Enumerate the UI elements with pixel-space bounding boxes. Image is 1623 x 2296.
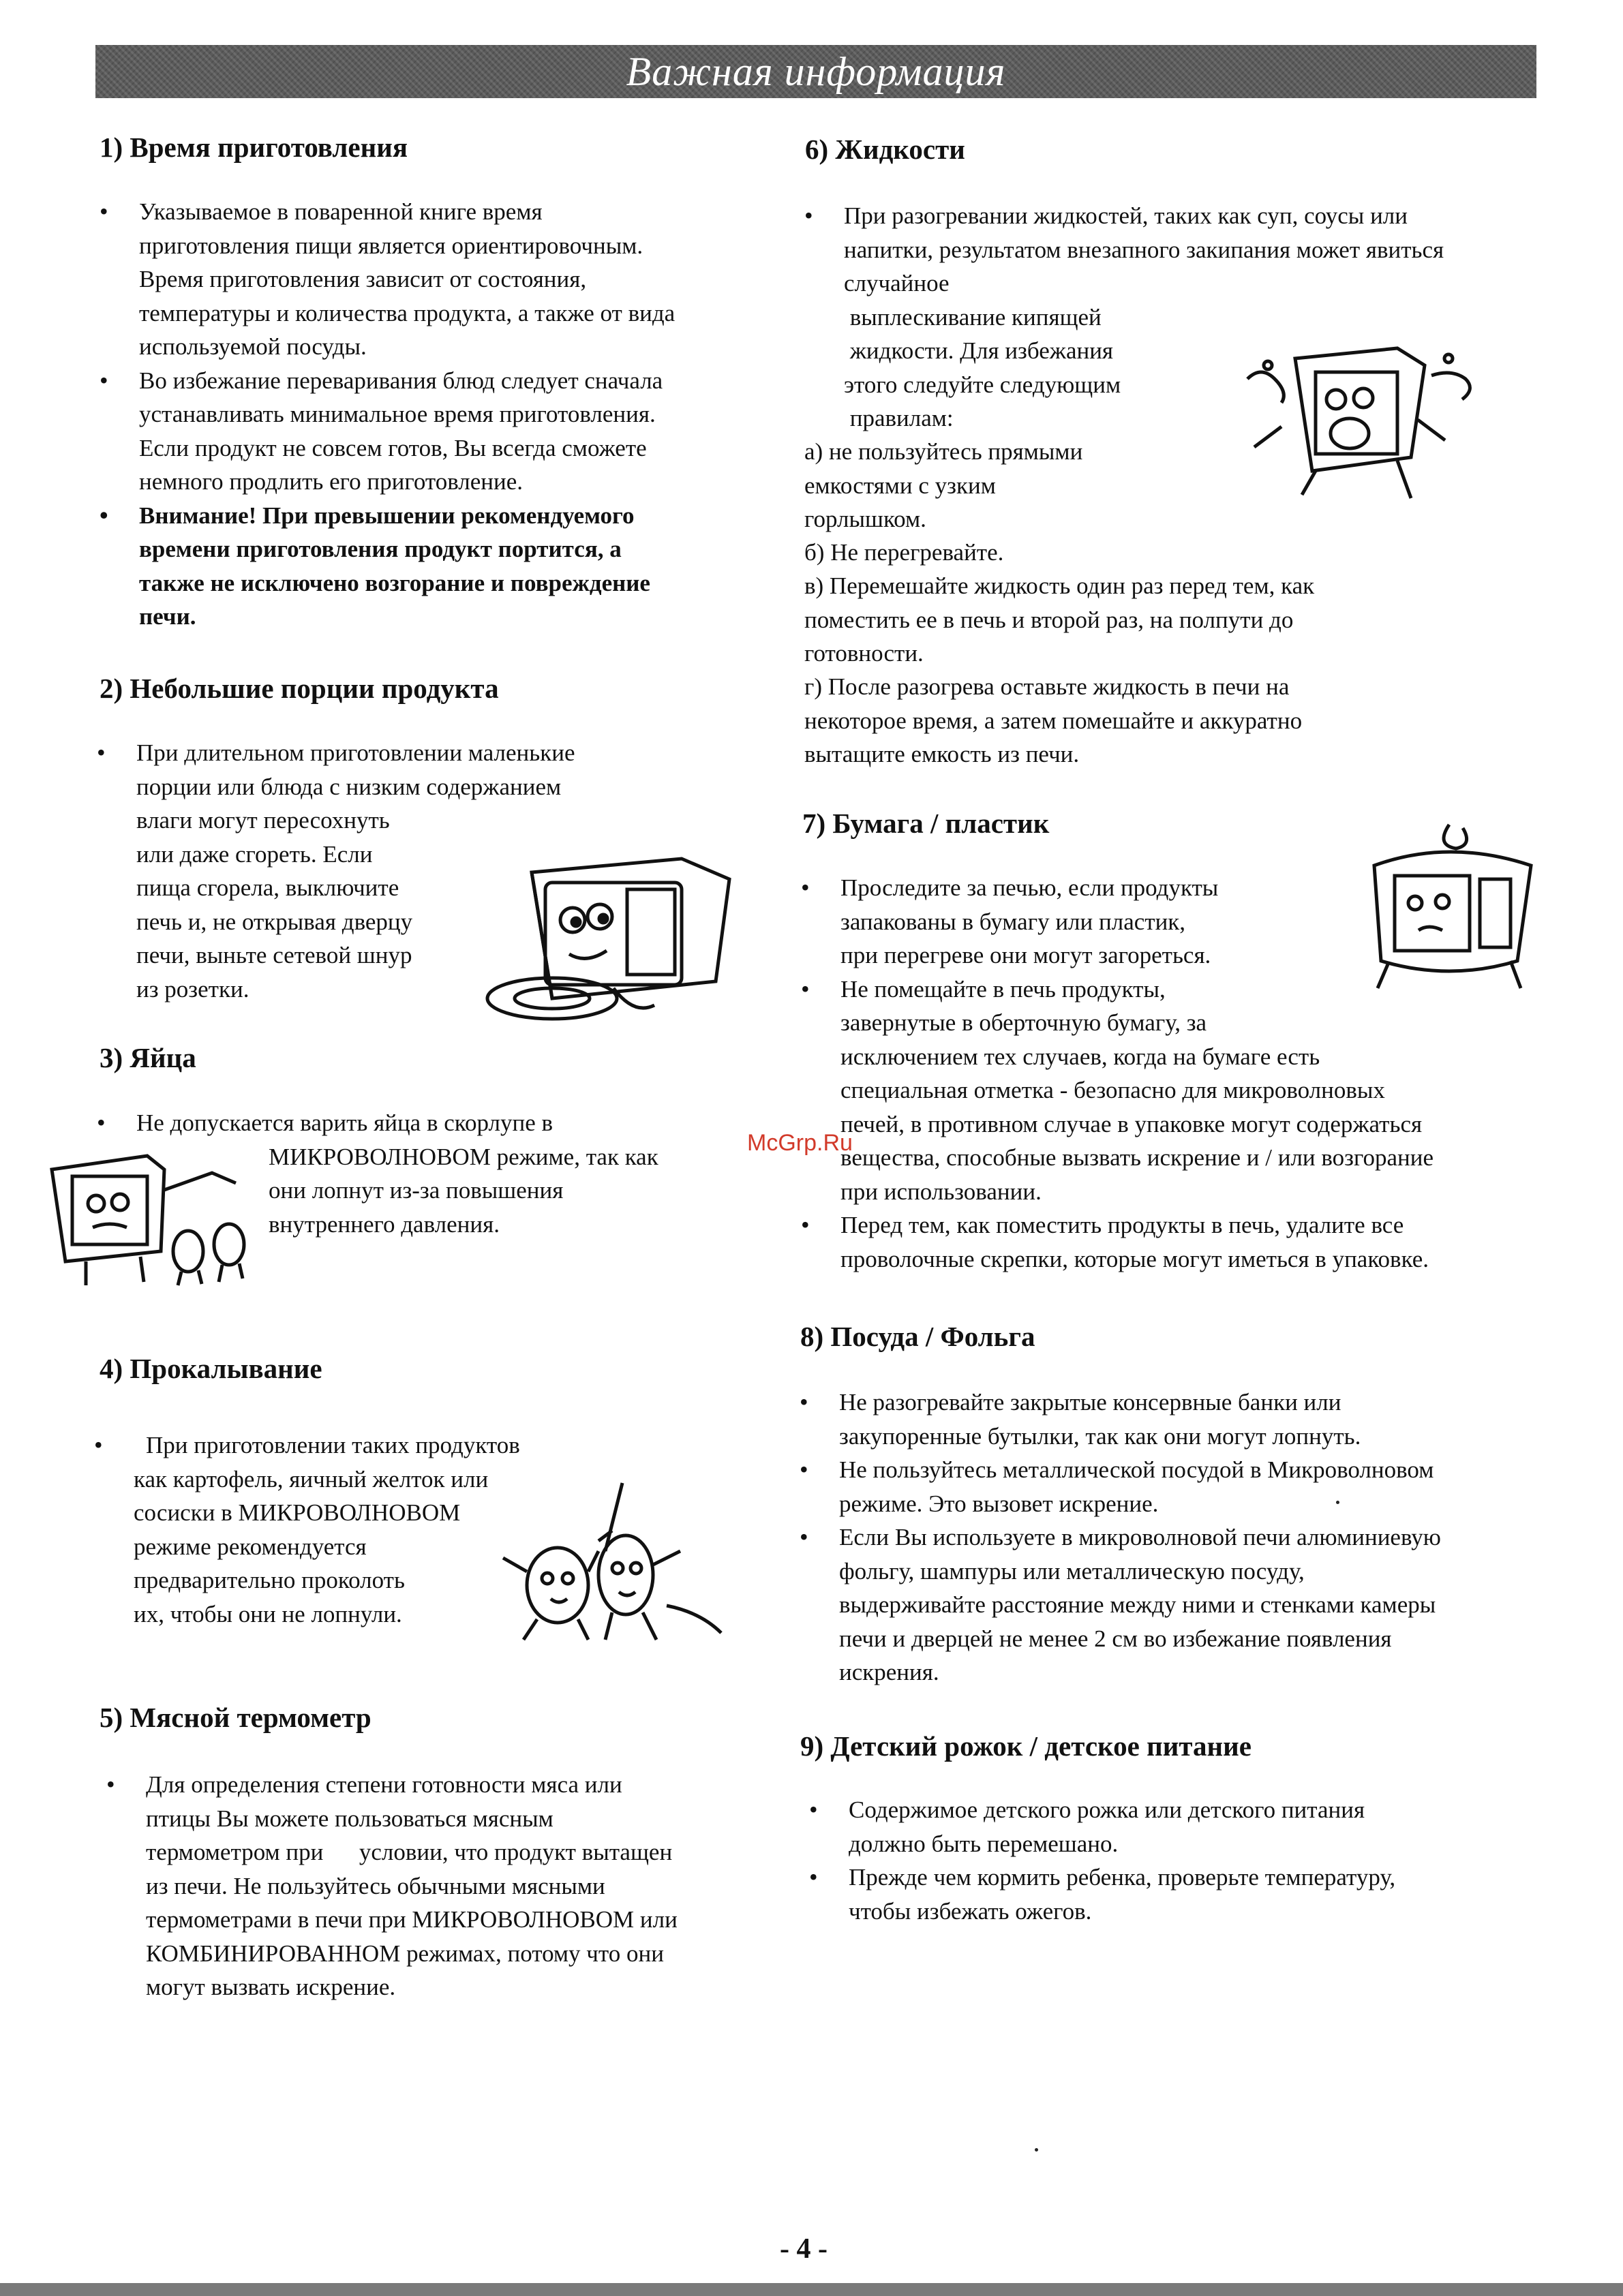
section-cooking-time bbox=[100, 134, 408, 162]
list-item: • Не помещайте в печь продукты, завернутые в оберточную бумагу, за исключением тех случаев, когда на бумаге есть специальная отметка - безопасно для микроволновых печей, в противном случае в упаковке могут содержаться вещества, способные вызвать искрение и / или возгорание при использовании. bbox=[840, 973, 1434, 1209]
cookware-foil-list bbox=[839, 1386, 1441, 1689]
list-item: • При длительном приготовлении маленькие порции или блюда с низким содержанием влаги могут пересохнуть или даже сгореть. Если пища сгорела, выключите печь и, не открывая дверцу печи, выньте сетевой шнур из розетки. bbox=[136, 736, 575, 1006]
microwave-eggs-illustration bbox=[45, 1142, 263, 1292]
list-item: • Не разогревайте закрытые консервные банки или закупоренные бутылки, так как они могут лопнуть. bbox=[839, 1386, 1441, 1453]
meat-thermometer-list bbox=[146, 1768, 678, 2004]
list-item: • Во избежание переваривания блюд следует сначала устанавливать минимальное время приготовления. Если продукт не совсем готов, Вы всегда сможете немного продлить его приготовление. bbox=[139, 364, 675, 499]
boiling-microwave-illustration bbox=[1241, 338, 1479, 508]
list-item: • Указываемое в поваренной книге время приготовления пищи является ориентировочным. Время приготовления зависит от состояния, температуры и количества продукта, а также от вида используемой посуды. bbox=[139, 195, 675, 364]
section-title: 5) Мясной термометр bbox=[100, 1702, 371, 1733]
section-baby-food bbox=[800, 1732, 1252, 1760]
scan-speck bbox=[1035, 2148, 1038, 2152]
watermark: McGrp.Ru bbox=[747, 1130, 853, 1156]
baby-food-list bbox=[849, 1793, 1395, 1928]
list-item: • Для определения степени готовности мяса или птицы Вы можете пользоваться мясным термометром при условии, что продукт вытащен из печи. Не пользуйтесь обычными мясными термометрами в печи при МИКРОВОЛНОВОМ или КОМБИНИРОВАННОМ режимах, потому что они могут вызвать искрение. bbox=[146, 1768, 678, 2004]
header-banner bbox=[95, 45, 1536, 98]
piercing-list bbox=[134, 1428, 520, 1631]
section-piercing bbox=[100, 1355, 322, 1383]
paper-plastic-list bbox=[840, 871, 1434, 1276]
liquids-rule-b: б) Не перегревайте. bbox=[804, 539, 1004, 566]
cooking-time-list bbox=[139, 195, 675, 634]
liquids-rule-c: в) Перемешайте жидкость один раз перед тем, как поместить ее в печь и второй раз, на полпути до готовности. bbox=[804, 572, 1315, 667]
section-title: 2) Небольшие порции продукта bbox=[100, 673, 499, 704]
list-item: • При приготовлении таких продуктов как картофель, яичный желток или сосиски в МИКРОВОЛНОВОМ режиме рекомендуется предварительно проколоть их, чтобы они не лопнули. bbox=[134, 1428, 520, 1631]
section-paper-plastic bbox=[802, 810, 1049, 838]
liquids-rule-a: а) не пользуйтесь прямыми емкостями с узким горлышком. bbox=[804, 438, 1083, 532]
section-meat-thermometer bbox=[100, 1704, 371, 1732]
section-title: 3) Яйца bbox=[100, 1042, 196, 1073]
list-item: • Если Вы используете в микроволновой печи алюминиевую фольгу, шампуры или металлическую посуду, выдерживайте расстояние между ними и стенками камеры печи и дверцей не менее 2 см во избежание появления искрения. bbox=[839, 1520, 1441, 1689]
section-liquids bbox=[805, 136, 965, 164]
list-item: • Содержимое детского рожка или детского питания должно быть перемешано. bbox=[849, 1793, 1395, 1861]
section-small-portions bbox=[100, 675, 499, 703]
piercing-illustration bbox=[496, 1476, 728, 1647]
list-item: • Перед тем, как поместить продукты в печь, удалите все проволочные скрепки, которые могут иметься в упаковке. bbox=[840, 1208, 1434, 1276]
list-item: • Не пользуйтесь металлической посудой в Микроволновом режиме. Это вызовет искрение. bbox=[839, 1453, 1441, 1520]
list-item: • При разогревании жидкостей, таких как суп, соусы или напитки, результатом внезапного закипания может явиться случайное выплескивание кипящей жидкости. Для избежания этого следуйте следующим правилам: bbox=[844, 199, 1444, 435]
warning-item: • Внимание! При превышении рекомендуемого времени приготовления продукт портится, а также не исключено возгорание и повреждение печи. bbox=[139, 499, 675, 634]
list-item: • Не допускается варить яйца в скорлупе в МИКРОВОЛНОВОМ режиме, так как они лопнут из-за повышения внутреннего давления. bbox=[136, 1106, 658, 1241]
section-cookware-foil bbox=[800, 1323, 1035, 1351]
section-eggs bbox=[100, 1044, 196, 1072]
liquids-rule-d: г) После разогрева оставьте жидкость в печи на некоторое время, а затем помешайте и аккуратно вытащите емкость из печи. bbox=[804, 673, 1303, 767]
section-title: 9) Детский рожок / детское питание bbox=[800, 1730, 1252, 1762]
microwave-plate-illustration bbox=[477, 845, 736, 1036]
section-title: 4) Прокалывание bbox=[100, 1353, 322, 1384]
section-title: 6) Жидкости bbox=[805, 134, 965, 165]
scan-speck bbox=[1336, 1501, 1339, 1504]
list-item: • Прежде чем кормить ребенка, проверьте температуру, чтобы избежать ожегов. bbox=[849, 1861, 1395, 1928]
section-title: 8) Посуда / Фольга bbox=[800, 1321, 1035, 1352]
bottom-scan-edge bbox=[0, 2283, 1623, 2296]
section-title: 1) Время приготовления bbox=[100, 132, 408, 163]
wrapped-microwave-illustration bbox=[1347, 818, 1545, 995]
list-item: • Проследите за печью, если продукты запакованы в бумагу или пластик, при перегреве они могут загореться. bbox=[840, 871, 1434, 973]
page-number: - 4 - bbox=[780, 2233, 828, 2265]
section-title: 7) Бумага / пластик bbox=[802, 808, 1050, 839]
page-title: Важная информация bbox=[626, 49, 1006, 94]
